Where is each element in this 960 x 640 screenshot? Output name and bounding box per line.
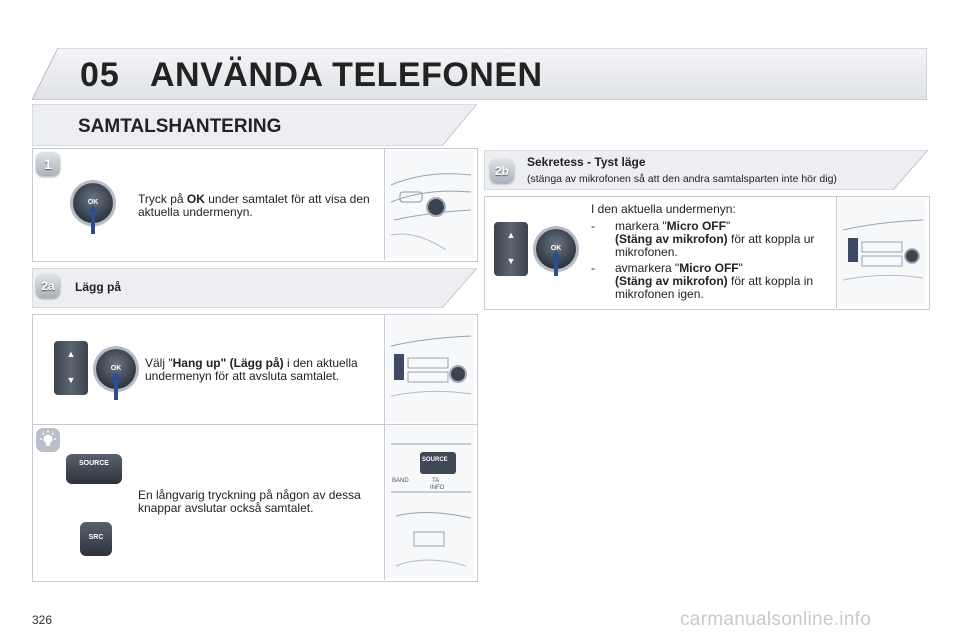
step2a-badge: 2a <box>36 274 60 298</box>
step2b-subtitle: (stänga av mikrofonen så att den andra samtalsparten inte hör dig) <box>527 173 837 185</box>
steering-control-sketch-icon <box>386 316 474 422</box>
rocker-switch-icon: ▲ ▼ <box>494 222 528 276</box>
src-button-icon: SRC <box>80 522 112 556</box>
step2b-badge: 2b <box>490 159 514 183</box>
step1-image-divider <box>384 148 385 260</box>
page-number: 326 <box>32 613 53 627</box>
step2b-item-2: - avmarkera "Micro OFF" (Stäng av mikrofon) för att koppla in mikrofonen igen. <box>591 261 814 301</box>
tip-text: En långvarig tryckning på någon av dessa knappar avslutar också samtalet. <box>138 488 361 515</box>
panel-source-label: SOURCE <box>422 457 448 463</box>
tip-lightbulb-icon <box>36 428 60 452</box>
step1-text: Tryck på OK under samtalet för att visa den aktuella undermenyn. <box>138 192 370 219</box>
source-button-icon: SOURCE <box>66 454 122 484</box>
press-arrow-icon <box>554 258 558 276</box>
radio-panel-outline-icon <box>386 426 474 578</box>
ok-button-icon: OK <box>73 183 113 223</box>
press-arrow-head-icon <box>550 250 562 260</box>
list-dash: - <box>591 219 595 233</box>
steering-control-sketch-icon <box>838 198 926 306</box>
step2a-title: Lägg på <box>75 280 122 294</box>
watermark: carmanualsonline.info <box>680 609 872 630</box>
step2b-title: Sekretess - Tyst läge <box>527 155 646 169</box>
press-arrow-icon <box>114 380 118 400</box>
panel-ta-label: TA <box>432 478 440 484</box>
step2a-image-divider <box>384 314 385 424</box>
ok-button-icon: OK <box>536 229 576 269</box>
radio-panel-sketch <box>386 426 474 578</box>
steering-control-sketch-icon <box>386 150 474 258</box>
rocker-switch-icon: ▲ ▼ <box>54 341 88 395</box>
section-title: SAMTALSHANTERING <box>78 116 282 137</box>
chapter-title: ANVÄNDA TELEFONEN <box>150 56 543 94</box>
list-dash: - <box>591 261 595 275</box>
ok-button-icon: OK <box>96 349 136 389</box>
tip-image-divider <box>384 424 385 580</box>
step1-badge: 1 <box>36 152 60 176</box>
step2b-intro: I den aktuella undermenyn: <box>591 202 736 216</box>
step2b-item-1: - markera "Micro OFF" (Stäng av mikrofon) för att koppla ur mikrofonen. <box>591 219 815 259</box>
press-arrow-icon <box>91 212 95 234</box>
press-arrow-head-icon <box>110 372 122 382</box>
step2b-image-divider <box>836 196 837 308</box>
chapter-number: 05 <box>80 56 120 94</box>
step2a-text: Välj "Hang up" (Lägg på) i den aktuella undermenyn för att avsluta samtalet. <box>145 356 358 383</box>
press-arrow-head-icon <box>87 205 99 215</box>
panel-band-label: BAND <box>392 478 409 484</box>
panel-info-label: INFO <box>430 485 445 491</box>
